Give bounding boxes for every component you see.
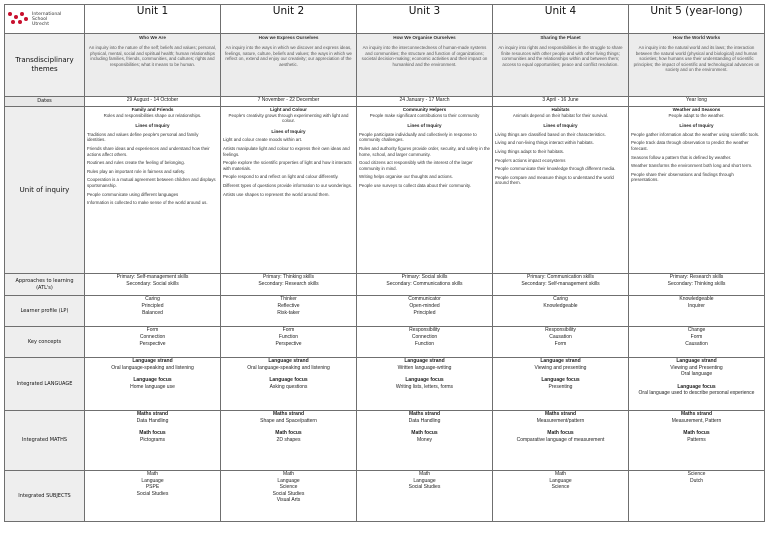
language-cell: [85, 358, 221, 411]
line-of-inquiry: Writing helps organise our thoughts and actions.: [359, 174, 453, 180]
strand-value: Oral language: [680, 371, 713, 378]
learner-profile-attribute: Communicator: [408, 296, 441, 302]
subject: Visual Arts: [276, 497, 301, 504]
line-of-inquiry: People gather information about the weather using scientific tools.: [631, 131, 760, 137]
key-concept: Causation: [685, 341, 708, 347]
theme-description: An inquiry into the natural world and its laws; the interaction between the natural world (physical and biological) and human societies; how humans use their understanding of scientific principles; the impact of scientific and technological advances on society and on the environment.: [633, 45, 760, 73]
theme-title: Who We Are: [139, 35, 166, 40]
unit-header-5: Unit 5 (year-long): [629, 5, 765, 34]
subject: Dutch: [689, 477, 704, 484]
inquiry-cell: [493, 107, 629, 274]
learner-profile-cell: [357, 296, 493, 327]
theme-title: How we Express Ourselves: [258, 35, 319, 40]
date-cell: 3 April - 16 June: [493, 97, 629, 107]
key-concept: Function: [278, 334, 299, 340]
strand-value: Oral language-speaking and listening: [247, 364, 330, 371]
subject: PSPE: [145, 484, 160, 491]
key-concept: Responsibility: [545, 327, 576, 333]
date-cell: 24 January - 17 March: [357, 97, 493, 107]
learner-profile-attribute: Knowledgeable: [679, 296, 714, 302]
programme-of-inquiry-table: [4, 4, 765, 522]
language-cell: [493, 358, 629, 411]
learner-profile-attribute: Principled: [141, 303, 164, 309]
focus-value: Oral language used to describe personal experience: [638, 390, 755, 397]
date-cell: 29 August - 14 October: [85, 97, 221, 107]
date-cell: Year long: [629, 97, 765, 107]
central-idea: People adapt to the weather.: [668, 112, 725, 118]
atl-row: [5, 274, 765, 296]
focus-heading: Language focus: [133, 377, 172, 384]
line-of-inquiry: People share their observations and findings through presentations.: [631, 171, 734, 183]
strand-heading: Language strand: [132, 358, 173, 364]
subject: Math: [282, 471, 295, 477]
row-label-key-concepts: Key concepts: [5, 327, 85, 358]
key-concept: Perspective: [139, 341, 166, 347]
subject: Social Studies: [136, 490, 169, 497]
subject: Science: [551, 484, 570, 491]
line-of-inquiry: People's actions impact ecosystems: [495, 157, 566, 163]
inquiry-title: Habitats: [551, 107, 570, 112]
atl-skill: Secondary: Thinking skills: [667, 281, 726, 287]
theme-description: An inquiry into the nature of the self; beliefs and values; personal, physical, mental, social and spiritual health; human relationships including families, friends, communities, and cultures; rights and responsibilities; what it means to be human.: [88, 45, 217, 67]
line-of-inquiry: People explore the scientific properties of light and how it interacts with materials.: [223, 160, 352, 171]
key-concepts-row: [5, 327, 765, 358]
lines-of-inquiry-heading: Lines of Inquiry: [407, 123, 442, 129]
row-label-maths: Integrated MATHS: [5, 411, 85, 471]
theme-cell: [357, 34, 493, 97]
atl-skill: Primary: Research skills: [669, 274, 724, 280]
strand-value: Shape and Space/pattern: [260, 417, 317, 424]
focus-heading: Language focus: [541, 377, 580, 384]
learner-profile-attribute: Caring: [553, 296, 568, 302]
strand-value: Viewing and Presenting: [670, 364, 723, 371]
subjects-cell: [221, 471, 357, 522]
school-logo: [5, 5, 85, 34]
theme-cell: [85, 34, 221, 97]
key-concept: Perspective: [275, 341, 302, 347]
learner-profile-cell: [85, 296, 221, 327]
focus-value: Comparative language of measurement: [516, 436, 605, 443]
strand-heading: Language strand: [404, 358, 445, 364]
atl-cell: [357, 274, 493, 296]
row-label-subjects: Integrated SUBJECTS: [5, 471, 85, 522]
focus-heading: Language focus: [269, 377, 308, 384]
maths-cell: [493, 411, 629, 471]
unit-header-3: Unit 3: [357, 5, 493, 34]
learner-profile-attribute: Caring: [145, 296, 160, 302]
strand-heading: Maths strand: [544, 411, 577, 417]
atl-skill: Primary: Self-management skills: [116, 274, 189, 280]
inquiry-cell: [221, 107, 357, 274]
subjects-cell: [629, 471, 765, 522]
line-of-inquiry: Weather transforms the environment both long and short term.: [631, 163, 753, 169]
line-of-inquiry: Living and non-living things interact within habitats.: [495, 140, 594, 146]
unit-header-1: Unit 1: [85, 5, 221, 34]
strand-value: Data Handling: [136, 417, 169, 424]
central-idea: Animals depend on their habitat for their survival.: [512, 112, 609, 118]
logo-line-2: School: [32, 16, 48, 22]
learner-profile-attribute: Principled: [413, 310, 436, 316]
line-of-inquiry: People use surveys to collect data about their community.: [359, 182, 471, 188]
central-idea: People make significant contributions to their community: [369, 112, 480, 118]
key-concept: Change: [687, 327, 706, 333]
unit-header-2: Unit 2: [221, 5, 357, 34]
date-cell: 7 November - 22 December: [221, 97, 357, 107]
key-concept: Connection: [411, 334, 438, 340]
subject: Social Studies: [408, 484, 441, 491]
theme-cell: [221, 34, 357, 97]
focus-value: Pictograms: [139, 436, 165, 443]
themes-row: [5, 34, 765, 97]
row-label-themes: Transdisciplinary themes: [5, 34, 85, 97]
line-of-inquiry: People compare and measure things to understand the world around them.: [495, 174, 614, 186]
line-of-inquiry: Light and colour create moods within art.: [223, 137, 303, 143]
subject: Social Studies: [272, 490, 305, 497]
line-of-inquiry: Friends share ideas and experiences and understand how their actions affect others.: [87, 145, 210, 157]
atl-cell: [493, 274, 629, 296]
atl-skill: Secondary: Social skills: [126, 281, 179, 287]
subjects-cell: [357, 471, 493, 522]
logo-mark-icon: [7, 11, 29, 27]
learner-profile-row: [5, 296, 765, 327]
key-concept: Connection: [139, 334, 166, 340]
theme-title: How the World Works: [672, 35, 721, 40]
unit-header-4: Unit 4: [493, 5, 629, 34]
key-concepts-cell: [493, 327, 629, 358]
subjects-row: [5, 471, 765, 522]
inquiry-cell: [85, 107, 221, 274]
strand-heading: Maths strand: [408, 411, 441, 417]
line-of-inquiry: Information is collected to make sense of the world around us.: [87, 200, 208, 206]
strand-heading: Language strand: [676, 358, 717, 364]
focus-value: Money: [416, 436, 432, 443]
focus-value: 2D shapes: [276, 436, 301, 443]
theme-title: Sharing the Planet: [540, 35, 581, 40]
strand-value: Data Handling: [408, 417, 441, 424]
line-of-inquiry: Traditions and values define people's personal and family identities.: [87, 131, 199, 143]
learner-profile-cell: [493, 296, 629, 327]
row-label-atl: Approaches to learning (ATL's): [5, 274, 85, 296]
focus-value: Asking questions: [269, 383, 308, 390]
learner-profile-attribute: Risk-taker: [277, 310, 300, 316]
row-label-language: Integrated LANGUAGE: [5, 358, 85, 411]
subjects-cell: [85, 471, 221, 522]
strand-value: Written language-writing: [397, 364, 452, 371]
maths-cell: [85, 411, 221, 471]
line-of-inquiry: Artists manipulate light and colour to express their own ideas and feelings.: [223, 145, 350, 157]
lines-of-inquiry-heading: Lines of Inquiry: [679, 123, 714, 129]
line-of-inquiry: Rules play an important role in fairness and safety.: [87, 168, 186, 174]
logo-line-1: International: [32, 11, 62, 17]
strand-heading: Maths strand: [680, 411, 713, 417]
logo-line-3: Utrecht: [32, 21, 50, 27]
key-concepts-cell: [357, 327, 493, 358]
subject: Language: [141, 477, 164, 484]
theme-cell: [493, 34, 629, 97]
key-concepts-cell: [629, 327, 765, 358]
learner-profile-attribute: Balanced: [142, 310, 163, 316]
central-idea: Roles and responsibilities shape our relationships.: [103, 112, 202, 118]
learner-profile-attribute: Thinker: [280, 296, 297, 302]
subject: Science: [687, 471, 706, 477]
inquiry-cell: [629, 107, 765, 274]
subject: Language: [413, 477, 436, 484]
atl-skill: Primary: Thinking skills: [262, 274, 315, 280]
theme-title: How We Organise Ourselves: [393, 35, 456, 40]
atl-skill: Primary: Social skills: [401, 274, 448, 280]
strand-heading: Language strand: [540, 358, 581, 364]
atl-skill: Secondary: Research skills: [258, 281, 319, 287]
strand-value: Oral language-speaking and listening: [111, 364, 194, 371]
inquiry-title: Family and Friends: [131, 107, 174, 112]
inquiry-cell: [357, 107, 493, 274]
learner-profile-attribute: Open-minded: [409, 303, 440, 309]
key-concepts-cell: [85, 327, 221, 358]
atl-cell: [85, 274, 221, 296]
focus-heading: Math focus: [411, 430, 438, 437]
line-of-inquiry: Seasons follow a pattern that is defined by weather.: [631, 154, 732, 160]
central-idea: People's creativity grows through experimenting with light and colour.: [228, 112, 349, 124]
learner-profile-cell: [221, 296, 357, 327]
line-of-inquiry: Different types of questions provide information to our wonderings.: [223, 182, 353, 188]
strand-heading: Maths strand: [136, 411, 169, 417]
strand-heading: Maths strand: [272, 411, 305, 417]
focus-heading: Math focus: [547, 430, 574, 437]
focus-heading: Math focus: [139, 430, 166, 437]
focus-heading: Math focus: [683, 430, 710, 437]
learner-profile-attribute: Inquirer: [688, 303, 705, 309]
strand-value: Measurement, Pattern: [671, 417, 722, 424]
subject: Science: [279, 484, 298, 491]
language-cell: [357, 358, 493, 411]
header-row: [5, 5, 765, 34]
learner-profile-attribute: Reflective: [277, 303, 300, 309]
key-concept: Causation: [549, 334, 572, 340]
learner-profile-attribute: Knowledgeable: [543, 303, 578, 309]
maths-cell: [221, 411, 357, 471]
atl-skill: Secondary: Self-management skills: [521, 281, 600, 287]
language-cell: [629, 358, 765, 411]
inquiry-row: [5, 107, 765, 274]
line-of-inquiry: Artists use shapes to represent the world around them.: [223, 191, 330, 197]
strand-heading: Language strand: [268, 358, 309, 364]
dates-row: [5, 97, 765, 107]
learner-profile-cell: [629, 296, 765, 327]
lines-of-inquiry-heading: Lines of Inquiry: [271, 128, 306, 134]
maths-cell: [629, 411, 765, 471]
key-concept: Function: [414, 341, 435, 347]
focus-heading: Language focus: [405, 377, 444, 384]
row-label-dates: Dates: [5, 97, 85, 107]
key-concepts-cell: [221, 327, 357, 358]
language-cell: [221, 358, 357, 411]
theme-description: An inquiry into the interconnectedness of human-made systems and communities; the structure and function of organizations; societal decision-making; economic activities and their impact on humankind and the environment.: [361, 45, 488, 67]
inquiry-title: Weather and Seasons: [672, 107, 721, 112]
line-of-inquiry: Good citizens act responsibly with the interest of the larger community in mind.: [359, 160, 473, 171]
line-of-inquiry: Cooperation is a mutual agreement between children and displays sportsmanship.: [87, 177, 216, 188]
maths-row: [5, 411, 765, 471]
lines-of-inquiry-heading: Lines of Inquiry: [543, 123, 578, 129]
atl-skill: Primary: Communication skills: [527, 274, 594, 280]
line-of-inquiry: Living things adapt to their habitats.: [495, 148, 565, 154]
key-concept: Form: [146, 327, 159, 333]
key-concept: Form: [690, 334, 703, 340]
focus-heading: Math focus: [275, 430, 302, 437]
maths-cell: [357, 411, 493, 471]
subject: Language: [549, 477, 572, 484]
focus-heading: Language focus: [677, 383, 716, 390]
key-concept: Form: [282, 327, 295, 333]
focus-value: Patterns: [687, 436, 706, 443]
subject: Math: [418, 471, 431, 477]
focus-value: Home language use: [130, 383, 175, 390]
key-concept: Responsibility: [409, 327, 440, 333]
line-of-inquiry: Routines and rules create the feeling of belonging.: [87, 160, 185, 166]
line-of-inquiry: People communicate their knowledge through different media.: [495, 166, 616, 172]
subject: Math: [146, 471, 159, 477]
strand-value: Viewing and presenting: [534, 364, 587, 371]
row-label-inquiry: Unit of inquiry: [5, 107, 85, 274]
line-of-inquiry: Living things are classified based on their characteristics.: [495, 131, 606, 137]
line-of-inquiry: Rules and authority figures provide order, security, and safety in the home, school, and larger community.: [359, 145, 490, 157]
row-label-learner-profile: Learner profile (LP): [5, 296, 85, 327]
strand-value: Measurement/pattern: [536, 417, 585, 424]
subjects-cell: [493, 471, 629, 522]
inquiry-title: Community Helpers: [402, 107, 447, 112]
line-of-inquiry: People respond to and reflect on light and colour differently.: [223, 174, 339, 180]
line-of-inquiry: People participate individually and collectively in response to community challenges.: [359, 131, 477, 143]
line-of-inquiry: People communicate using different languages: [87, 191, 179, 197]
focus-value: Writing lists, letters, forms: [395, 383, 454, 390]
subject: Math: [554, 471, 567, 477]
theme-description: An inquiry into the ways in which we discover and express ideas, feelings, nature, culture, beliefs and values; the ways in which we reflect on, extend and enjoy our creativity; our appreciation of the aesthetic.: [225, 45, 352, 67]
atl-cell: [629, 274, 765, 296]
atl-cell: [221, 274, 357, 296]
inquiry-title: Light and Colour: [270, 107, 307, 112]
theme-cell: [629, 34, 765, 97]
theme-description: An inquiry into rights and responsibilities in the struggle to share finite resources with other people and with other living things; communities and the relationships within and between them; access to equal opportunities; peace and conflict resolution.: [498, 45, 623, 67]
atl-skill: Secondary: Communications skills: [386, 281, 463, 287]
key-concept: Form: [554, 341, 567, 347]
lines-of-inquiry-heading: Lines of Inquiry: [135, 123, 170, 129]
subject: Language: [277, 477, 300, 484]
line-of-inquiry: People track data through observation to predict the weather forecast.: [631, 140, 749, 151]
language-row: [5, 358, 765, 411]
focus-value: Presenting: [548, 383, 573, 390]
